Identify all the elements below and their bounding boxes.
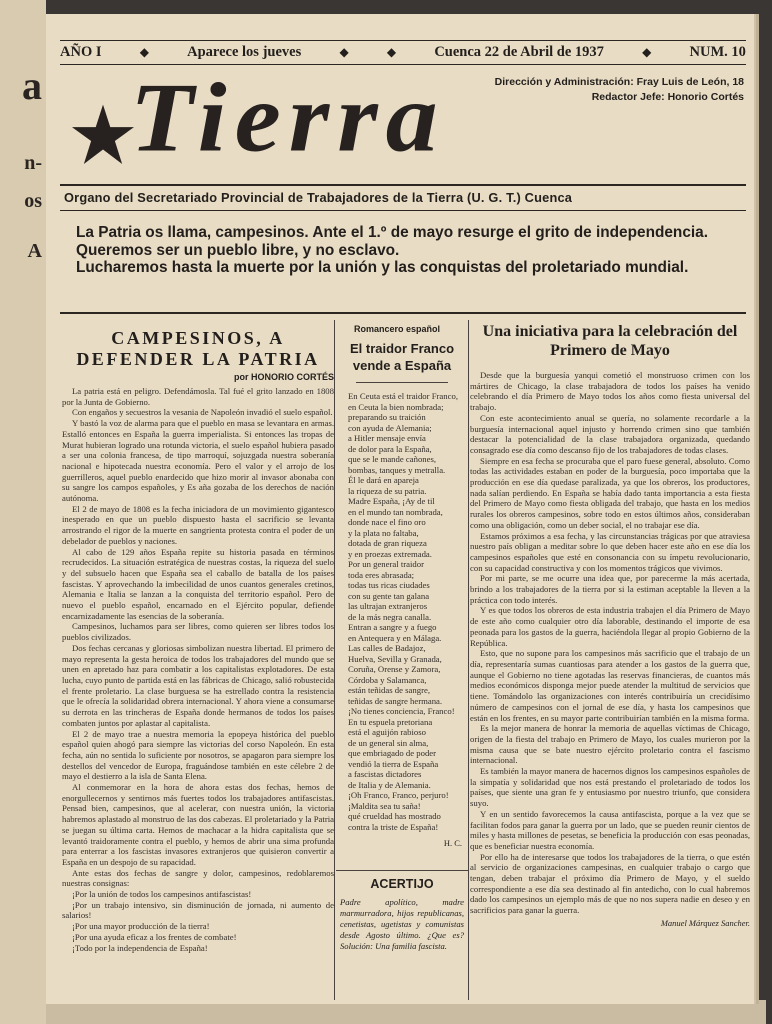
slogan-item: ¡Por una mayor producción de la tierra! bbox=[72, 921, 210, 932]
poem-verse: a Hitler mensaje envía bbox=[348, 433, 426, 443]
acertijo-box bbox=[336, 870, 468, 952]
poem-verse: teñidas de sangre hermana. bbox=[348, 695, 443, 706]
adjacent-page-edge bbox=[0, 0, 46, 1024]
poem-verse: bombas, tanques y metralla. bbox=[348, 464, 446, 475]
header-info-row bbox=[60, 44, 746, 61]
poem-verse: con ayuda de Alemania; bbox=[348, 422, 432, 433]
poem-verse: donde nace el fino oro bbox=[348, 517, 426, 527]
poem-verse: preparando su traición bbox=[348, 412, 426, 422]
article-title: Una iniciativa para la celebración del Primero de Mayo bbox=[482, 323, 738, 359]
poem-verse: en Ceuta la bien nombrada; bbox=[348, 401, 444, 412]
poem-verse: En Ceuta está el traidor Franco, bbox=[348, 391, 459, 401]
slogan-item: ¡Por una ayuda eficaz a los frentes de combate! bbox=[72, 931, 237, 942]
frequency-label: Aparece los jueves bbox=[187, 44, 302, 60]
slogan-line: La Patria os llama, campesinos. Ante el 1.º de mayo resurge el grito de independencia. bbox=[76, 224, 709, 241]
diamond-icon: ◆ bbox=[339, 45, 349, 59]
poem-body bbox=[336, 391, 468, 832]
star-icon bbox=[70, 102, 136, 168]
paragraph: Campesinos, luchamos para ser libres, como quieren ser libres todos los pueblos civilizados. bbox=[62, 621, 334, 643]
slogan-line: Queremos ser un pueblo libre, y no esclavo. bbox=[76, 241, 400, 259]
author-initials: H. C. bbox=[443, 838, 462, 848]
poem-verse: las ultrajan extranjeros bbox=[348, 601, 428, 611]
paragraph: Es la mejor manera de honrar la memoria de aquellas víctimas de Chicago, origen de la fiesta del trabajo en Primero de Mayo, los cuales murieron por la misma causa que se bate nuestro ejército proletario contra el fascismo internacional. bbox=[470, 723, 750, 766]
paragraph: Estamos próximos a esa fecha, y las circunstancias trágicas por que atraviesa nuestro país obligan a meditar sobre lo que deben hacer este año en ese día los campesinos españoles que esté en consonancia con su ímpetu revolucionario, con su capacidad constructiva y con los momentos trágicos que vivimos. bbox=[470, 530, 750, 573]
poem-verse: que se le mande cañones, bbox=[348, 454, 437, 464]
poem-verse: Córdoba y Salamanca, bbox=[348, 674, 427, 685]
subtitle-rule bbox=[60, 210, 746, 211]
article-romancero bbox=[336, 318, 468, 848]
editor-in-chief: Redactor Jefe: Honorio Cortés bbox=[591, 91, 744, 103]
poem-verse: Coruña, Orense y Zamora, bbox=[348, 664, 441, 674]
organ-subtitle: Organo del Secretariado Provincial de Trabajadores de la Tierra (U. G. T.) Cuenca bbox=[64, 190, 573, 205]
paragraph: El 2 de mayo de 1808 es la fecha iniciadora de un movimiento gigantesco inesperado en que un pueblo dispuesto hasta el sacrificio se levanta arrostrando el rigor de la muerte en sangrienta protesta contra el poder de un debelador de pueblos y naciones. bbox=[62, 503, 334, 546]
paragraph: Y es que todos los obreros de esta industria trabajen el día Primero de Mayo de este año como cualquier otro día laborable, destinando el importe de esa peonada para los gastos de la guerra, haciéndola llegar al propio Gobierno de la República. bbox=[470, 605, 750, 648]
poem-verse: con su gente tan galana bbox=[348, 590, 430, 601]
poem-verse: Huelva, Sevilla y Granada, bbox=[348, 653, 442, 664]
poem-verse: de un general sin alma, bbox=[348, 737, 429, 748]
edge-fragment: A bbox=[27, 240, 42, 262]
issue-number: NUM. 10 bbox=[689, 44, 746, 60]
year-label: AÑO I bbox=[60, 44, 102, 60]
article-title: CAMPESINOS, A DEFENDER LA PATRIA bbox=[76, 328, 320, 369]
article-campesinos bbox=[62, 318, 334, 953]
masthead-title: Tierra bbox=[130, 62, 446, 173]
poem-verse: qué crueldad has mostrado bbox=[348, 811, 441, 821]
poem-verse: contra la triste de España! bbox=[348, 821, 439, 832]
edge-fragment: n- bbox=[24, 152, 42, 174]
poem-verse: están teñidas de sangre, bbox=[348, 685, 431, 695]
slogan-rule bbox=[60, 312, 746, 314]
poem-verse: En tu espuela pretoriana bbox=[348, 716, 433, 727]
poem-verse: vendió la tierra de España bbox=[348, 758, 439, 769]
article-title: El traidor Franco vende a España bbox=[349, 341, 455, 373]
column-divider bbox=[334, 320, 335, 1000]
poem-verse: en Antequera y en Málaga. bbox=[348, 632, 442, 643]
paragraph: Con engaños y secuestros la vesania de Napoleón invadió el suelo español. bbox=[72, 407, 333, 418]
paragraph: Ante estas dos fechas de sangre y dolor, campesinos, redoblaremos nuestras consignas: bbox=[62, 867, 334, 889]
poem-verse: y en proezas extremada. bbox=[348, 548, 432, 559]
poem-verse: Por un general traidor bbox=[348, 559, 424, 569]
paragraph: Con este acontecimiento anual se quería, no solamente recordarle a la burguesía internacional aquel injusto y horrendo crimen sino que también destacar la potencialidad de la clase trabajadora organizada, quedando consagrado ese día como descanso fijo de los trabajadores de todas clases. bbox=[470, 412, 750, 455]
paragraph: Siempre en esa fecha se procuraba que el paro fuese general, absoluto. Como todas las actividades estaban en poder de la burguesía, poco importaba que la producción en ese día quedase paralizada, ya que los obreros, los productores, nada salían perdiendo. En España se había dado tanta importancia a esta fiesta del Primero de Mayo como fiesta obligada del trabajo, que hasta en los medios rurales los obreros campesinos, sobre todo en estos últimos años, consideraban como una obligación, como un deber social, el no trabajar ese día. bbox=[470, 455, 750, 530]
paragraph: Y bastó la voz de alarma para que el pueblo en masa se levantara en armas. Estalló entonces en España la guerra imperialista. Si entonces las tropas de Murat hubieran logrado una rotunda victoria, el suelo español hubiera pasado a ser una colonia francesa, de tipo marroquí, sojuzgada nuestra soberanía nacional e hipotecada nuestra economía. Pero el valor y el arrojo de los guerrilleros, aquel pueblo enardecido que hizo morir al invasor abonaba con su sangre los campos españoles, y Es aña gozaba de los derechos de nación autónoma. bbox=[62, 418, 334, 504]
column-divider bbox=[468, 320, 469, 1000]
paragraph: Esto, que no supone para los campesinos más sacrificio que el trabajo de un día, representaría sumas cuantiosas para atender a los gastos de la guerra que, aunque el Gobierno no tiene agotadas las reservas financieras, de cuantos más medios económicos disponga mejor puede atender la multitud de servicios que tiene. Tomándolo las organizaciones con interés contribuiría un crecidísimo número de campesinos con el jornal de ese día, y hasta los campesinos que están en los frentes, en su mayor parte contribuirían también en la misma forma. bbox=[470, 648, 750, 723]
masthead-rule bbox=[60, 184, 746, 186]
admin-address: Dirección y Administración: Fray Luis de León, 18 bbox=[494, 76, 744, 88]
poem-verse: que embriagado de poder bbox=[348, 748, 437, 758]
paragraph: Al conmemorar en la hora de ahora estas dos fechas, hemos de enorgullecernos y sentirnos más fuertes todos los trabajadores antifascistas. Pensad bien, campesinos, que al acelerar, con nuestra unión, la victoria habremos aplastado al monstruo de las dos cabezas. El proletariado y la Patria se juegan su última carta. Hemos de machacar a la hidra capitalista que se levantó traidoramente contra el pueblo, y hemos de abrir una sima profunda para enterrar a los fascistas invasores extranjeros que quisieron convertir a España en un despojo de su rapacidad. bbox=[62, 782, 334, 867]
poem-verse: Las calles de Badajoz, bbox=[348, 643, 426, 653]
paragraph: Por mi parte, se me ocurre una idea que, por parecerme la más acertada, brindo a los trabajadores de la tierra por si la estiman aceptable la lleven a la práctica con todo interés. bbox=[470, 573, 750, 605]
paragraph: El 2 de mayo trae a nuestra memoria la epopeya histórica del pueblo español quien ahogó para siempre las victorias del corso Napoleón. En esta fecha, aún no sentida lo suficiente por nosotros, se apagaron para siempre los destellos del vencedor de Europa, fraguándose también en este célebre 2 de mayo el destierro a la isla de Santa Elena. bbox=[62, 728, 334, 782]
paragraph: Por ello ha de interesarse que todos los trabajadores de la tierra, o que estén al servicio de organizaciones campesinas, en cualquier trabajo o cargo que tengan, deben trabajar el próximo día Primero de Mayo, y el sueldo correspondiente a ese día sea destinado al fin antedicho, con lo cual habremos dado los campesinos un ejemplo más de que no nos supera nadie en deseo y en sacrificios para ganar la guerra. bbox=[470, 851, 750, 916]
poem-verse: Entran a sangre y a fuego bbox=[348, 622, 437, 632]
poem-verse: en el mundo tan nombrada, bbox=[348, 506, 443, 517]
poem-verse: está el aguijón rabioso bbox=[348, 727, 426, 737]
poem-verse: ¡No tienes conciencia, Franco! bbox=[348, 706, 455, 716]
poem-verse: ¡Maldita sea tu saña! bbox=[348, 800, 421, 811]
edge-fragment: os bbox=[24, 190, 42, 212]
paragraph: Es también la mayor manera de hacernos dignos los campesinos españoles de la simpatía y solidaridad que nos está prestando el proletariado de todos los países, que siente una gran fe y entusiasmo por nuestro triunfo, que considera suyo. bbox=[470, 766, 750, 809]
newspaper-page bbox=[46, 14, 754, 1004]
issue-date: Cuenca 22 de Abril de 1937 bbox=[434, 44, 604, 60]
header-top-rule bbox=[60, 40, 746, 41]
poem-verse: Madre España, ¡Ay de til bbox=[348, 496, 435, 506]
poem-verse: toda eres abrasada; bbox=[348, 569, 415, 580]
article-signature: Manuel Márquez Sancher. bbox=[660, 917, 750, 928]
poem-verse: de Italia y de Alemania. bbox=[348, 779, 431, 790]
paragraph: La patria está en peligro. Defendámosla. Tal fué el grito lanzado en 1808 por la Junta de Gobierno. bbox=[62, 386, 334, 407]
article-body bbox=[62, 386, 334, 953]
diamond-icon: ◆ bbox=[139, 45, 149, 59]
edge-fragment: a bbox=[22, 63, 42, 108]
poem-verse: de dolor para la España, bbox=[348, 443, 432, 454]
poem-verse: la riqueza de su patria. bbox=[348, 485, 427, 496]
poem-verse: Él le dará en apareja bbox=[348, 475, 419, 485]
poem-verse: todas tus ricas ciudades bbox=[348, 580, 430, 590]
slogan-item: ¡Todo por la independencia de España! bbox=[72, 942, 208, 953]
article-byline: por HONORIO CORTÉS bbox=[233, 372, 334, 382]
slogan-item: ¡Por un trabajo intensivo, sin disminución de jornada, ni aumento de salarios! bbox=[62, 899, 334, 921]
paragraph: Al cabo de 129 años España repite su historia pasada en términos recrudecidos. La situación estratégica de nuestras costas, la riqueza del suelo y del subsuelo hacen que España sea el caballo de batalla de los países fascistas. Y aprovechando la imbecilidad de unos cuantos generales cretinos, Alemania e Italia se lanzan a la conquista del territorio español. Pero de nuevo el pueblo español, encarnado en el Ejército popular, defiende encarnizadamente las esencias de la soberanía. bbox=[62, 546, 334, 621]
slogan-item: ¡Por la unión de todos los campesinos antifascistas! bbox=[72, 889, 252, 900]
acertijo-title: ACERTIJO bbox=[336, 870, 468, 891]
poem-verse: a fascistas dictadores bbox=[348, 769, 422, 779]
paragraph: Y en un sentido favorecemos la causa antifascista, porque a la vez que se facilitan fodos para ganar la guerra por un lado, que se pueden reunir cientos de miles y hasta millones de pesetas, se beneficia la producción con esas peonadas, que es beneficiar nuestra economía. bbox=[470, 808, 750, 851]
diamond-icon: ◆ bbox=[642, 45, 652, 59]
slogan-line: Lucharemos hasta la muerte por la unión y las conquistas del proletariado mundial. bbox=[76, 259, 689, 276]
paragraph: Dos fechas cercanas y gloriosas simbolizan nuestra libertad. El primero de mayo representa la gesta heroica de todos los trabajadores del mundo que se unen en apretado haz para combatir a los capitalistas explotadores. De esta lucha, cuyo punto de partida está en las fábricas de Chicago, salió robustecida el frente proletario. La clase burguesa se ha estrellado contra la resistencia que le ofrecía la solidaridad obrera internacional. Y ahora viene a consumarse su derrota en las trincheras de España donde hermanos de todos los países combaten juntos por aplastar al capitalista. bbox=[62, 642, 334, 728]
article-body bbox=[470, 370, 750, 916]
paragraph: Desde que la burguesía yanqui cometió el monstruoso crimen con los mártires de Chicago, la clase trabajadora de todos los países ha venido celebrando el día Primero de Mayo todos los años como fiesta universal del trabajo. bbox=[470, 370, 750, 413]
title-rule bbox=[356, 382, 448, 383]
poem-verse: de la más negra canalla. bbox=[348, 611, 432, 622]
article-primero-de-mayo bbox=[470, 318, 750, 928]
diamond-icon: ◆ bbox=[386, 45, 397, 59]
acertijo-text: Padre apolítico, madre marmurradora, hijos republicanas, cenetistas, ugetistas y comunistas desde Agosto último. ¿Que es? Solución: Una familia fascista. bbox=[340, 897, 464, 951]
poem-verse: y la plata no faltaba, bbox=[348, 527, 419, 538]
poem-verse: dotada de gran riqueza bbox=[348, 538, 427, 548]
slogan-block bbox=[60, 224, 744, 277]
poem-verse: ¡Oh Franco, Franco, perjuro! bbox=[348, 790, 449, 800]
section-label: Romancero español bbox=[354, 324, 441, 334]
